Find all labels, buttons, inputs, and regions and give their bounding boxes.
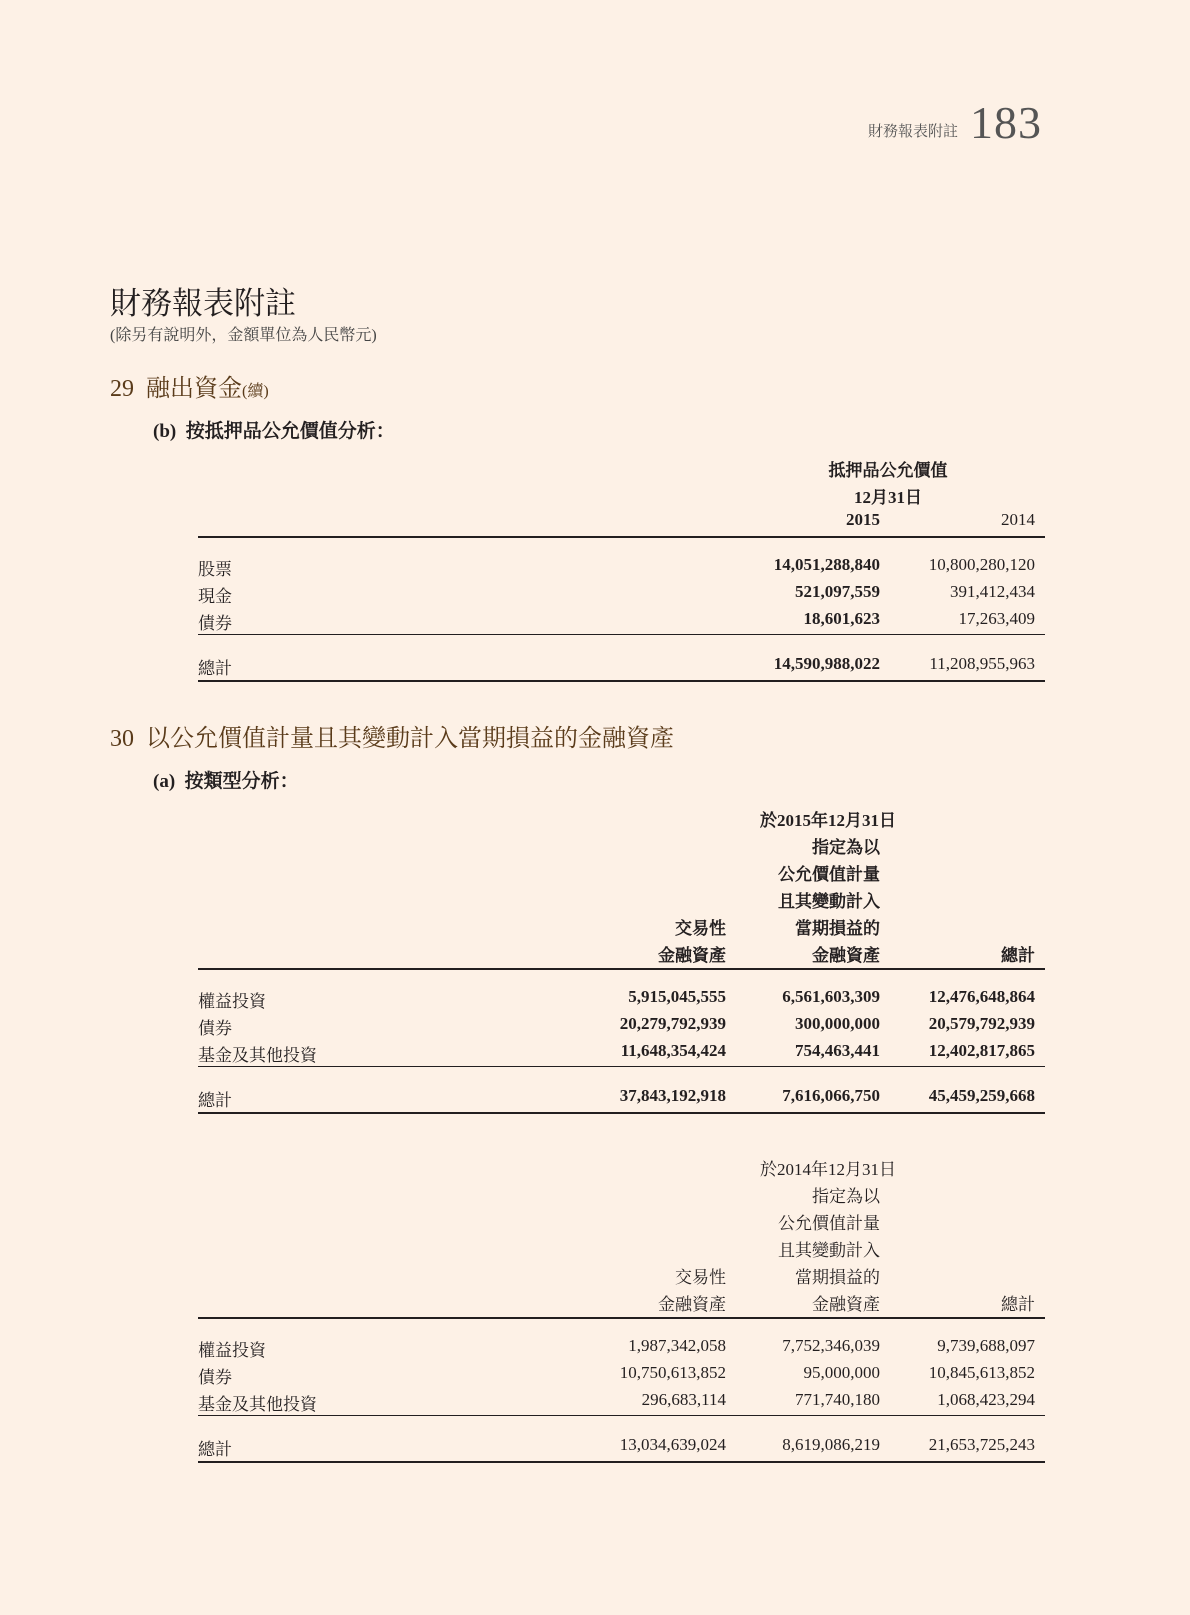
value-2015: 521,097,559 — [795, 582, 880, 601]
table-row — [198, 555, 1045, 582]
trading-value: 20,279,792,939 — [619, 1014, 726, 1033]
total-row — [198, 1435, 1045, 1462]
row-label: 債券 — [198, 614, 232, 633]
designated-value: 6,561,603,309 — [782, 987, 880, 1006]
table-row — [198, 1390, 1045, 1417]
sub-label: (b) — [153, 421, 177, 442]
col2-header-line: 當期損益的 — [795, 1268, 880, 1287]
page-number: 183 — [970, 97, 1042, 148]
date-header: 於2015年12月31日 — [760, 811, 896, 830]
row-label: 總計 — [198, 1091, 232, 1110]
col1-header-line: 金融資產 — [658, 1295, 726, 1314]
trading-value: 1,987,342,058 — [628, 1336, 726, 1355]
designated-value: 771,740,180 — [795, 1390, 880, 1409]
value-2015: 14,590,988,022 — [773, 654, 880, 673]
sub-title: 按抵押品公允價值分析： — [185, 421, 395, 442]
divider — [198, 1461, 1045, 1463]
note-30-heading — [110, 718, 674, 753]
col3-header: 總計 — [1001, 946, 1035, 965]
table-row — [198, 582, 1045, 609]
year-2015: 2015 — [846, 510, 880, 529]
row-label: 權益投資 — [198, 992, 266, 1011]
divider — [198, 634, 1045, 635]
total-value: 20,579,792,939 — [928, 1014, 1035, 1033]
col2-header-line: 金融資產 — [812, 946, 880, 965]
total-value: 12,476,648,864 — [928, 987, 1035, 1006]
table-row — [198, 1363, 1045, 1390]
trading-value: 296,683,114 — [641, 1390, 726, 1409]
trading-value: 13,034,639,024 — [619, 1435, 726, 1454]
value-2014: 10,800,280,120 — [928, 555, 1035, 574]
note-number: 29 — [110, 376, 134, 402]
date-header: 於2014年12月31日 — [760, 1160, 896, 1179]
note-title: 以公允價值計量且其變動計入當期損益的金融資產 — [146, 726, 674, 752]
designated-value: 7,752,346,039 — [782, 1336, 880, 1355]
designated-value: 300,000,000 — [795, 1014, 880, 1033]
designated-value: 754,463,441 — [795, 1041, 880, 1060]
row-label: 總計 — [198, 659, 232, 678]
continued-label: (續) — [242, 383, 269, 400]
col1-header-line: 交易性 — [675, 919, 726, 938]
row-label: 股票 — [198, 560, 232, 579]
col2-header-line: 且其變動計入 — [778, 892, 880, 911]
note-number: 30 — [110, 726, 134, 752]
total-row — [198, 654, 1045, 681]
col2-header-line: 指定為以 — [812, 838, 880, 857]
designated-value: 7,616,066,750 — [782, 1086, 880, 1105]
table-row — [198, 1336, 1045, 1363]
total-value: 45,459,259,668 — [928, 1086, 1035, 1105]
year-2014: 2014 — [1001, 510, 1035, 529]
value-2015: 18,601,623 — [803, 609, 880, 628]
date-header: 12月31日 — [854, 488, 922, 507]
row-label: 債券 — [198, 1019, 232, 1038]
total-value: 12,402,817,865 — [928, 1041, 1035, 1060]
col-header: 抵押品公允價值 — [828, 461, 948, 480]
value-2014: 17,263,409 — [958, 609, 1035, 628]
col1-header-line: 金融資產 — [658, 946, 726, 965]
total-row — [198, 1086, 1045, 1113]
note-29-heading — [110, 368, 269, 403]
table-row — [198, 1041, 1045, 1068]
note-title: 融出資金 — [146, 376, 242, 402]
divider — [198, 1317, 1045, 1319]
col3-header: 總計 — [1001, 1295, 1035, 1314]
running-header: 財務報表附註 — [868, 124, 959, 140]
table-row — [198, 1014, 1045, 1041]
page-title: 財務報表附註 — [110, 286, 296, 321]
total-value: 1,068,423,294 — [937, 1390, 1035, 1409]
trading-value: 5,915,045,555 — [628, 987, 726, 1006]
designated-value: 95,000,000 — [803, 1363, 880, 1382]
divider — [198, 536, 1045, 538]
trading-value: 10,750,613,852 — [619, 1363, 726, 1382]
col1-header-line: 交易性 — [675, 1268, 726, 1287]
page-subtitle: (除另有說明外，金額單位為人民幣元) — [110, 327, 377, 344]
divider — [198, 1066, 1045, 1067]
col2-header-line: 金融資產 — [812, 1295, 880, 1314]
note-30a-heading — [153, 766, 299, 793]
sub-title: 按類型分析： — [184, 771, 299, 792]
total-value: 10,845,613,852 — [928, 1363, 1035, 1382]
row-label: 基金及其他投資 — [198, 1046, 317, 1065]
col2-header-line: 公允價值計量 — [778, 865, 880, 884]
col2-header-line: 公允價值計量 — [778, 1214, 880, 1233]
table-row — [198, 987, 1045, 1014]
col2-header-line: 指定為以 — [812, 1187, 880, 1206]
row-label: 基金及其他投資 — [198, 1395, 317, 1414]
divider — [198, 968, 1045, 970]
col2-header-line: 當期損益的 — [795, 919, 880, 938]
row-label: 現金 — [198, 587, 232, 606]
total-value: 21,653,725,243 — [928, 1435, 1035, 1454]
value-2014: 391,412,434 — [950, 582, 1035, 601]
row-label: 債券 — [198, 1368, 232, 1387]
trading-value: 11,648,354,424 — [620, 1041, 726, 1060]
sub-label: (a) — [153, 771, 176, 792]
divider — [198, 1112, 1045, 1114]
value-2015: 14,051,288,840 — [773, 555, 880, 574]
designated-value: 8,619,086,219 — [782, 1435, 880, 1454]
trading-value: 37,843,192,918 — [619, 1086, 726, 1105]
divider — [198, 1415, 1045, 1416]
note-29b-heading — [153, 416, 395, 443]
table-row — [198, 609, 1045, 636]
divider — [198, 680, 1045, 682]
row-label: 總計 — [198, 1440, 232, 1459]
value-2014: 11,208,955,963 — [929, 654, 1035, 673]
total-value: 9,739,688,097 — [937, 1336, 1035, 1355]
row-label: 權益投資 — [198, 1341, 266, 1360]
col2-header-line: 且其變動計入 — [778, 1241, 880, 1260]
